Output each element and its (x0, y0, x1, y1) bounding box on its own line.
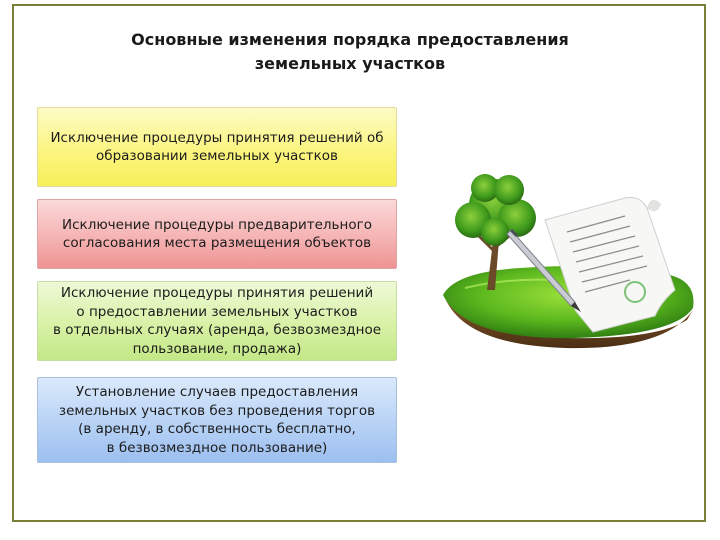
box-4-line-4: в безвозмездное пользование) (106, 439, 328, 456)
box-3-line-3: в отдельных случаях (аренда, безвозмездное (52, 322, 382, 338)
box-4-line-3: (в аренду, в собственность бесплатно, (78, 421, 356, 437)
title-line-2: земельных участков (254, 54, 446, 73)
box-2-line-2: согласования места размещения объектов (62, 235, 372, 251)
box-3-line-4: пользование, продажа) (132, 340, 302, 357)
land-illustration (425, 170, 700, 355)
box-2-line-1: Исключение процедуры предварительного (62, 216, 372, 233)
box-4-line-2: земельных участков без проведения торгов (58, 402, 376, 419)
box-1-line-1: Исключение процедуры принятия решений об (50, 129, 384, 146)
change-box-3 (37, 281, 397, 361)
box-3-line-1: Исключение процедуры принятия решений (60, 285, 374, 301)
title-line-1: Основные изменения порядка предоставления (131, 30, 569, 49)
change-box-4 (37, 377, 397, 463)
box-1-line-2: образовании земельных участков (96, 148, 338, 164)
box-3-line-2: о предоставлении земельных участков (76, 303, 358, 320)
change-box-2 (37, 199, 397, 269)
box-4-line-1: Установление случаев предоставления (75, 384, 359, 400)
slide-title (100, 28, 600, 76)
change-box-1 (37, 107, 397, 187)
